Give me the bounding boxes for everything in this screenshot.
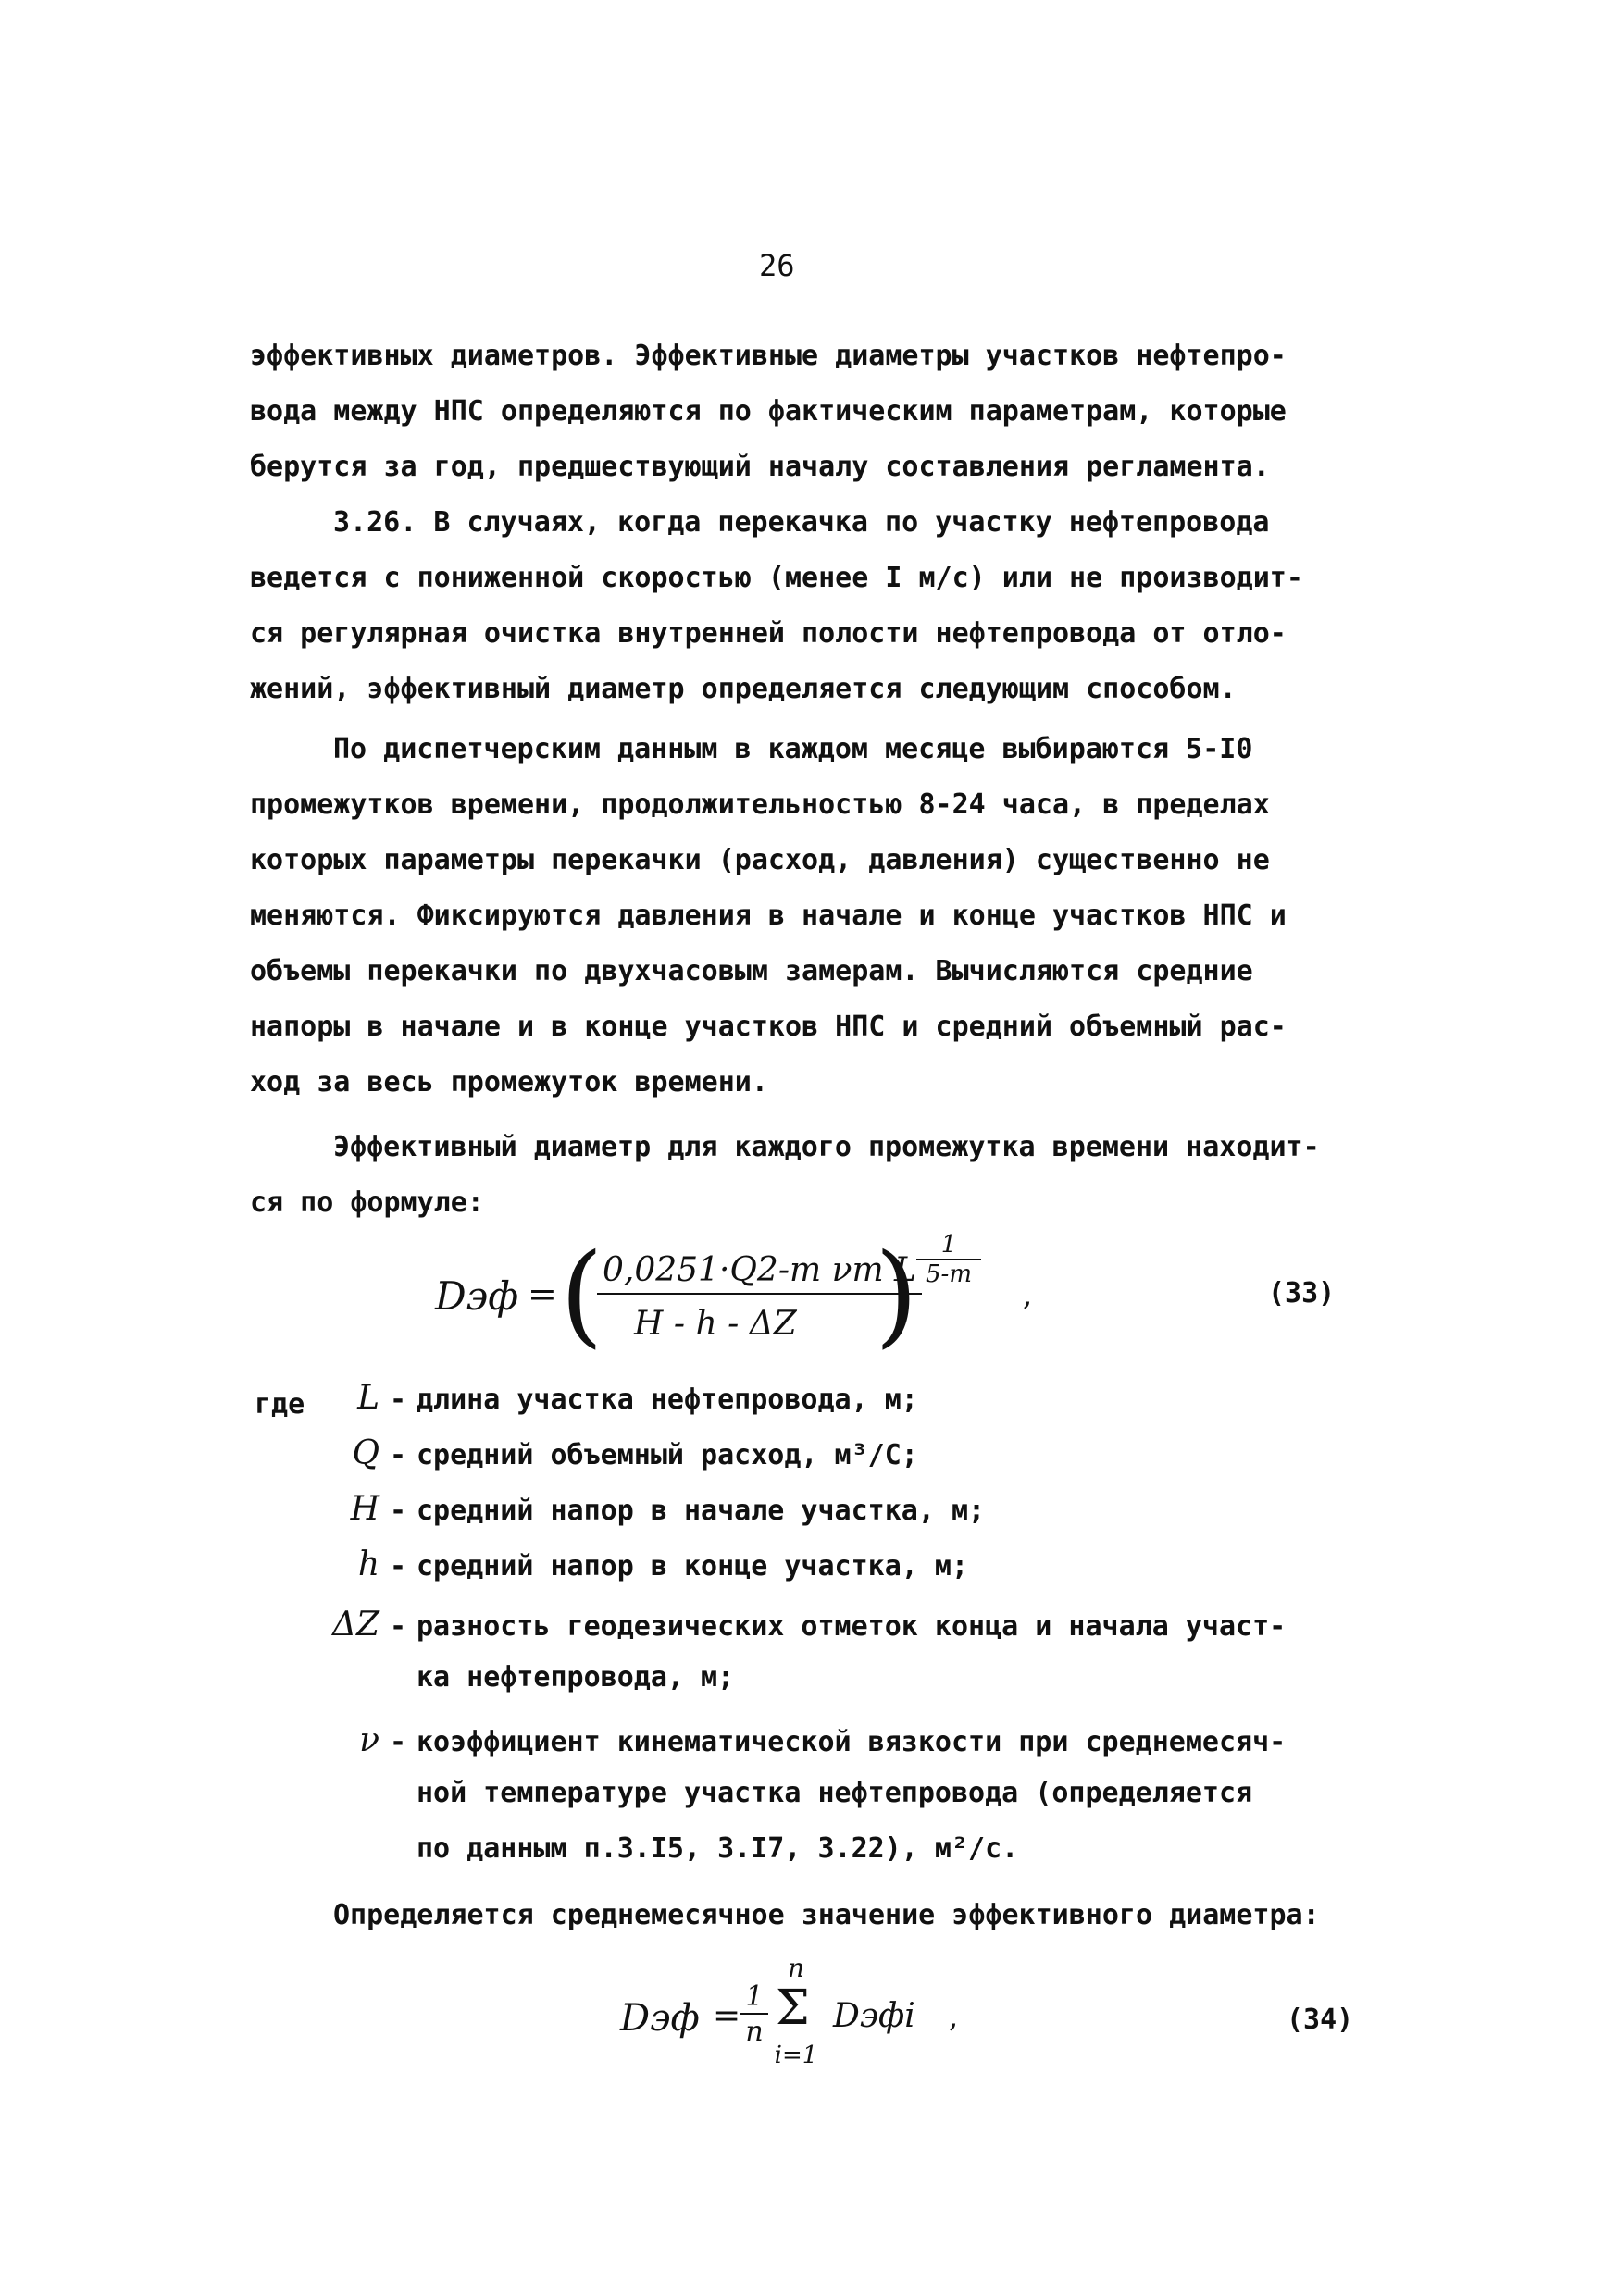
dispatch-data-paragraph bbox=[250, 722, 1370, 1111]
definition-row: H - средний напор в начале участка, м; bbox=[324, 1490, 985, 1528]
definition-text: средний напор в конце участка, м; bbox=[417, 1550, 969, 1582]
symbol: h bbox=[357, 1545, 379, 1583]
definition-row: ν - коэффициент кинематической вязкости при среднемесяч- bbox=[324, 1721, 1286, 1759]
definition-text: средний объемный расход, м³/С; bbox=[417, 1439, 918, 1471]
formula-lhs: Dэф bbox=[435, 1273, 519, 1319]
definition-row: Q - средний объемный расход, м³/С; bbox=[324, 1434, 918, 1472]
formula-denominator: H - h - ΔZ bbox=[634, 1305, 797, 1343]
section-3-26-paragraph bbox=[250, 495, 1370, 717]
definition-continuation bbox=[417, 1832, 1018, 1865]
formula-33 bbox=[435, 1231, 1064, 1360]
text-line: жений, эффективный диаметр определяется следующим способом. bbox=[250, 673, 1237, 705]
text-line: берутся за год, предшествующий началу составления регламента. bbox=[250, 451, 1270, 483]
definition-text: длина участка нефтепровода, м; bbox=[417, 1384, 918, 1416]
fraction-denominator: n bbox=[745, 2016, 764, 2048]
text-line: По диспетчерским данным в каждом месяце выбираются 5-I0 bbox=[333, 733, 1253, 765]
formula-equals: = bbox=[528, 1273, 557, 1314]
fraction-numerator: 1 bbox=[740, 1980, 768, 2015]
formula-equals: = bbox=[713, 1997, 741, 2035]
exponent-numerator: 1 bbox=[916, 1231, 981, 1260]
page-number: 26 bbox=[759, 248, 795, 283]
definition-text: ка нефтепровода, м; bbox=[417, 1661, 735, 1694]
symbol: ΔZ bbox=[331, 1606, 379, 1644]
text-line: ся регулярная очистка внутренней полости нефтепровода от отло- bbox=[250, 617, 1287, 650]
formula-comma: , bbox=[949, 1999, 959, 2034]
symbol: H bbox=[350, 1490, 379, 1528]
definition-text: коэффициент кинематической вязкости при среднемесяч- bbox=[417, 1726, 1287, 1758]
definition-text: средний напор в начале участка, м; bbox=[417, 1495, 986, 1527]
symbol: L bbox=[357, 1379, 379, 1417]
definition-continuation bbox=[417, 1777, 1252, 1809]
definition-row: h - средний напор в конце участка, м; bbox=[324, 1545, 968, 1583]
where-label: где bbox=[255, 1388, 305, 1421]
sum-lower-limit: i=1 bbox=[774, 2042, 818, 2069]
text-line: ведется с пониженной скоростью (менее I м/с) или не производит- bbox=[250, 562, 1303, 594]
formula-numerator: 0,0251·Q2-m νm L bbox=[597, 1251, 922, 1295]
text-line: промежутков времени, продолжительностью 8-24 часа, в пределах bbox=[250, 788, 1270, 821]
text-line: 3.26. В случаях, когда перекачка по участку нефтепровода bbox=[333, 506, 1270, 539]
equation-number-33: (33) bbox=[1268, 1277, 1336, 1309]
text-line: напоры в начале и в конце участков НПС и средний объемный рас- bbox=[250, 1011, 1287, 1043]
formula-intro-paragraph bbox=[250, 1120, 1370, 1231]
right-paren: ) bbox=[875, 1231, 918, 1359]
definition-row: ΔZ - разность геодезических отметок конца и начала участ- bbox=[324, 1606, 1286, 1644]
definition-text: разность геодезических отметок конца и начала участ- bbox=[417, 1610, 1287, 1643]
text-line: которых параметры перекачки (расход, давления) существенно не bbox=[250, 844, 1270, 876]
formula-lhs: Dэф bbox=[620, 1997, 700, 2040]
sum-sigma: Σ bbox=[776, 1980, 810, 2036]
exponent-denominator: 5-m bbox=[926, 1260, 972, 1288]
intro-paragraph bbox=[250, 329, 1370, 495]
definition-text: ной температуре участка нефтепровода (определяется bbox=[417, 1777, 1253, 1809]
text-line: меняются. Фиксируются давления в начале и конце участков НПС и bbox=[250, 900, 1287, 932]
text-line: ся по формуле: bbox=[250, 1186, 484, 1219]
sum-term: Dэфi bbox=[833, 1997, 915, 2035]
formula-comma: , bbox=[1023, 1277, 1033, 1312]
text-line: Эффективный диаметр для каждого промежутка времени находит- bbox=[333, 1131, 1320, 1163]
definition-continuation bbox=[417, 1661, 734, 1694]
mean-value-paragraph bbox=[333, 1888, 1407, 1943]
text-line: вода между НПС определяются по фактическим параметрам, которые bbox=[250, 395, 1287, 428]
text-line: эффективных диаметров. Эффективные диаметры участков нефтепро- bbox=[250, 340, 1287, 372]
symbol: ν bbox=[359, 1721, 379, 1759]
definition-text: по данным п.3.I5, 3.I7, 3.22), м²/с. bbox=[417, 1832, 1019, 1865]
text-line: ход за весь промежуток времени. bbox=[250, 1066, 768, 1098]
text-line: объемы перекачки по двухчасовым замерам. Вычисляются средние bbox=[250, 955, 1253, 987]
left-paren: ( bbox=[560, 1231, 603, 1359]
sum-upper-limit: n bbox=[787, 1953, 805, 1983]
definition-row: L - длина участка нефтепровода, м; bbox=[324, 1379, 918, 1417]
text-line: Определяется среднемесячное значение эффективного диаметра: bbox=[333, 1899, 1320, 1931]
symbol: Q bbox=[352, 1434, 379, 1472]
formula-34 bbox=[620, 1953, 990, 2082]
equation-number-34: (34) bbox=[1287, 2004, 1354, 2036]
